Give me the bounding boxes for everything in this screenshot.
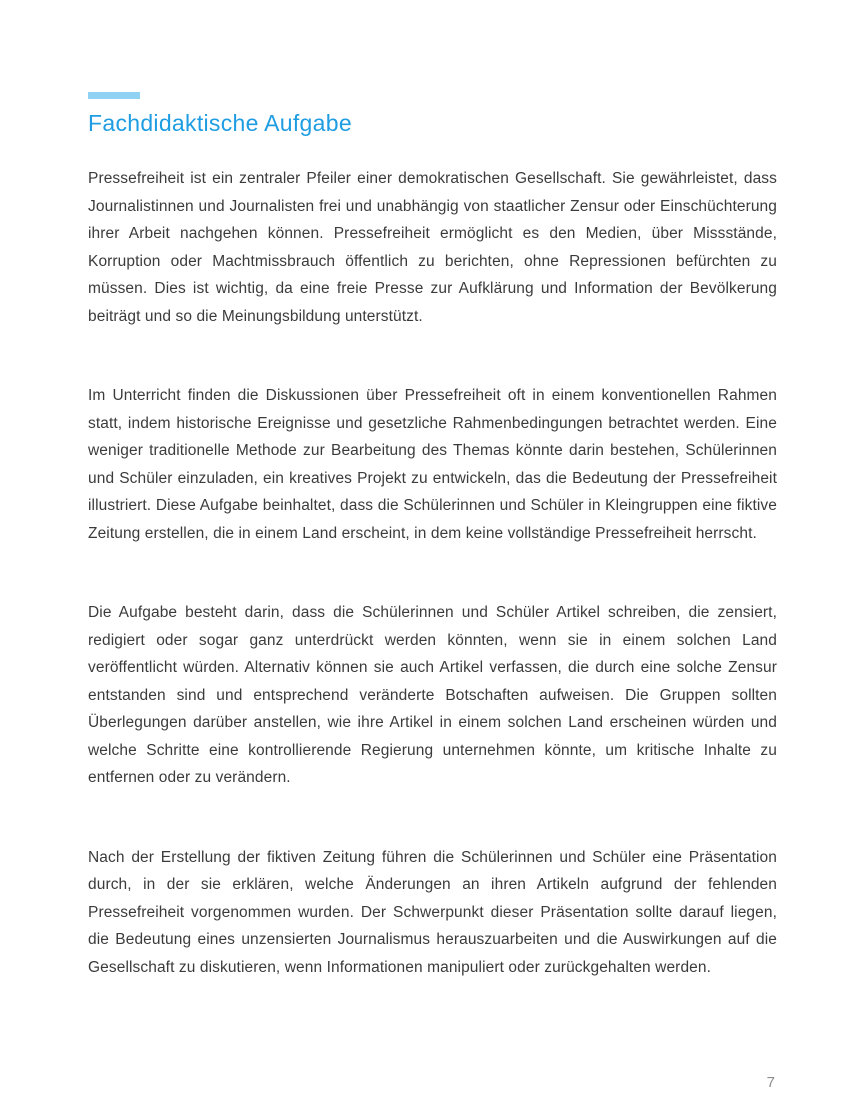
paragraph: Die Aufgabe besteht darin, dass die Schülerinnen und Schüler Artikel schreiben, die zensiert, redigiert oder sogar ganz unterdrückt werden könnten, wenn sie in einem solchen Land veröffentlicht würden. Alternativ können sie auch Artikel verfassen, die durch eine solche Zensur entstanden sind und entsprechend veränderte Botschaften aufweisen. Die Gruppen sollten Überlegungen darüber anstellen, wie ihre Artikel in einem solchen Land erscheinen würden und welche Schritte eine kontrollierende Regierung unternehmen könnte, um kritische Inhalte zu entfernen oder zu verändern.	[88, 604, 777, 786]
paragraph: Nach der Erstellung der fiktiven Zeitung führen die Schülerinnen und Schüler eine Präsentation durch, in der sie erklären, welche Änderungen an ihren Artikeln aufgrund der fehlenden Pressefreiheit vorgenommen wurden. Der Schwerpunkt dieser Präsentation sollte darauf liegen, die Bedeutung eines unzensierten Journalismus herauszuarbeiten und die Auswirkungen auf die Gesellschaft zu diskutieren, wenn Informationen manipuliert oder zurückgehalten werden.	[88, 848, 777, 976]
paragraph: Im Unterricht finden die Diskussionen über Pressefreiheit oft in einem konventionellen Rahmen statt, indem historische Ereignisse und gesetzliche Rahmenbedingungen betrachtet werden. Eine weniger traditionelle Methode zur Bearbeitung des Themas könnte darin bestehen, Schülerinnen und Schüler einzuladen, ein kreatives Projekt zu entwickeln, das die Bedeutung der Pressefreiheit illustriert. Diese Aufgabe beinhaltet, dass die Schülerinnen und Schüler in Kleingruppen eine fiktive Zeitung erstellen, die in einem Land erscheint, in dem keine vollständige Pressefreiheit herrscht.	[88, 387, 777, 542]
paragraph: Pressefreiheit ist ein zentraler Pfeiler einer demokratischen Gesellschaft. Sie gewährleistet, dass Journalistinnen und Journalisten frei und unabhängig von staatlicher Zensur oder Einschüchterung ihrer Arbeit nachgehen können. Pressefreiheit ermöglicht es den Medien, über Missstände, Korruption oder Machtmissbrauch öffentlich zu berichten, ohne Repressionen befürchten zu müssen. Dies ist wichtig, da eine freie Presse zur Aufklärung und Information der Bevölkerung beiträgt und so die Meinungsbildung unterstützt.	[88, 170, 777, 325]
page-number: 7	[766, 1074, 775, 1091]
document-body	[88, 165, 777, 981]
heading-accent-bar	[88, 92, 140, 99]
page-title: Fachdidaktische Aufgabe	[88, 110, 352, 136]
